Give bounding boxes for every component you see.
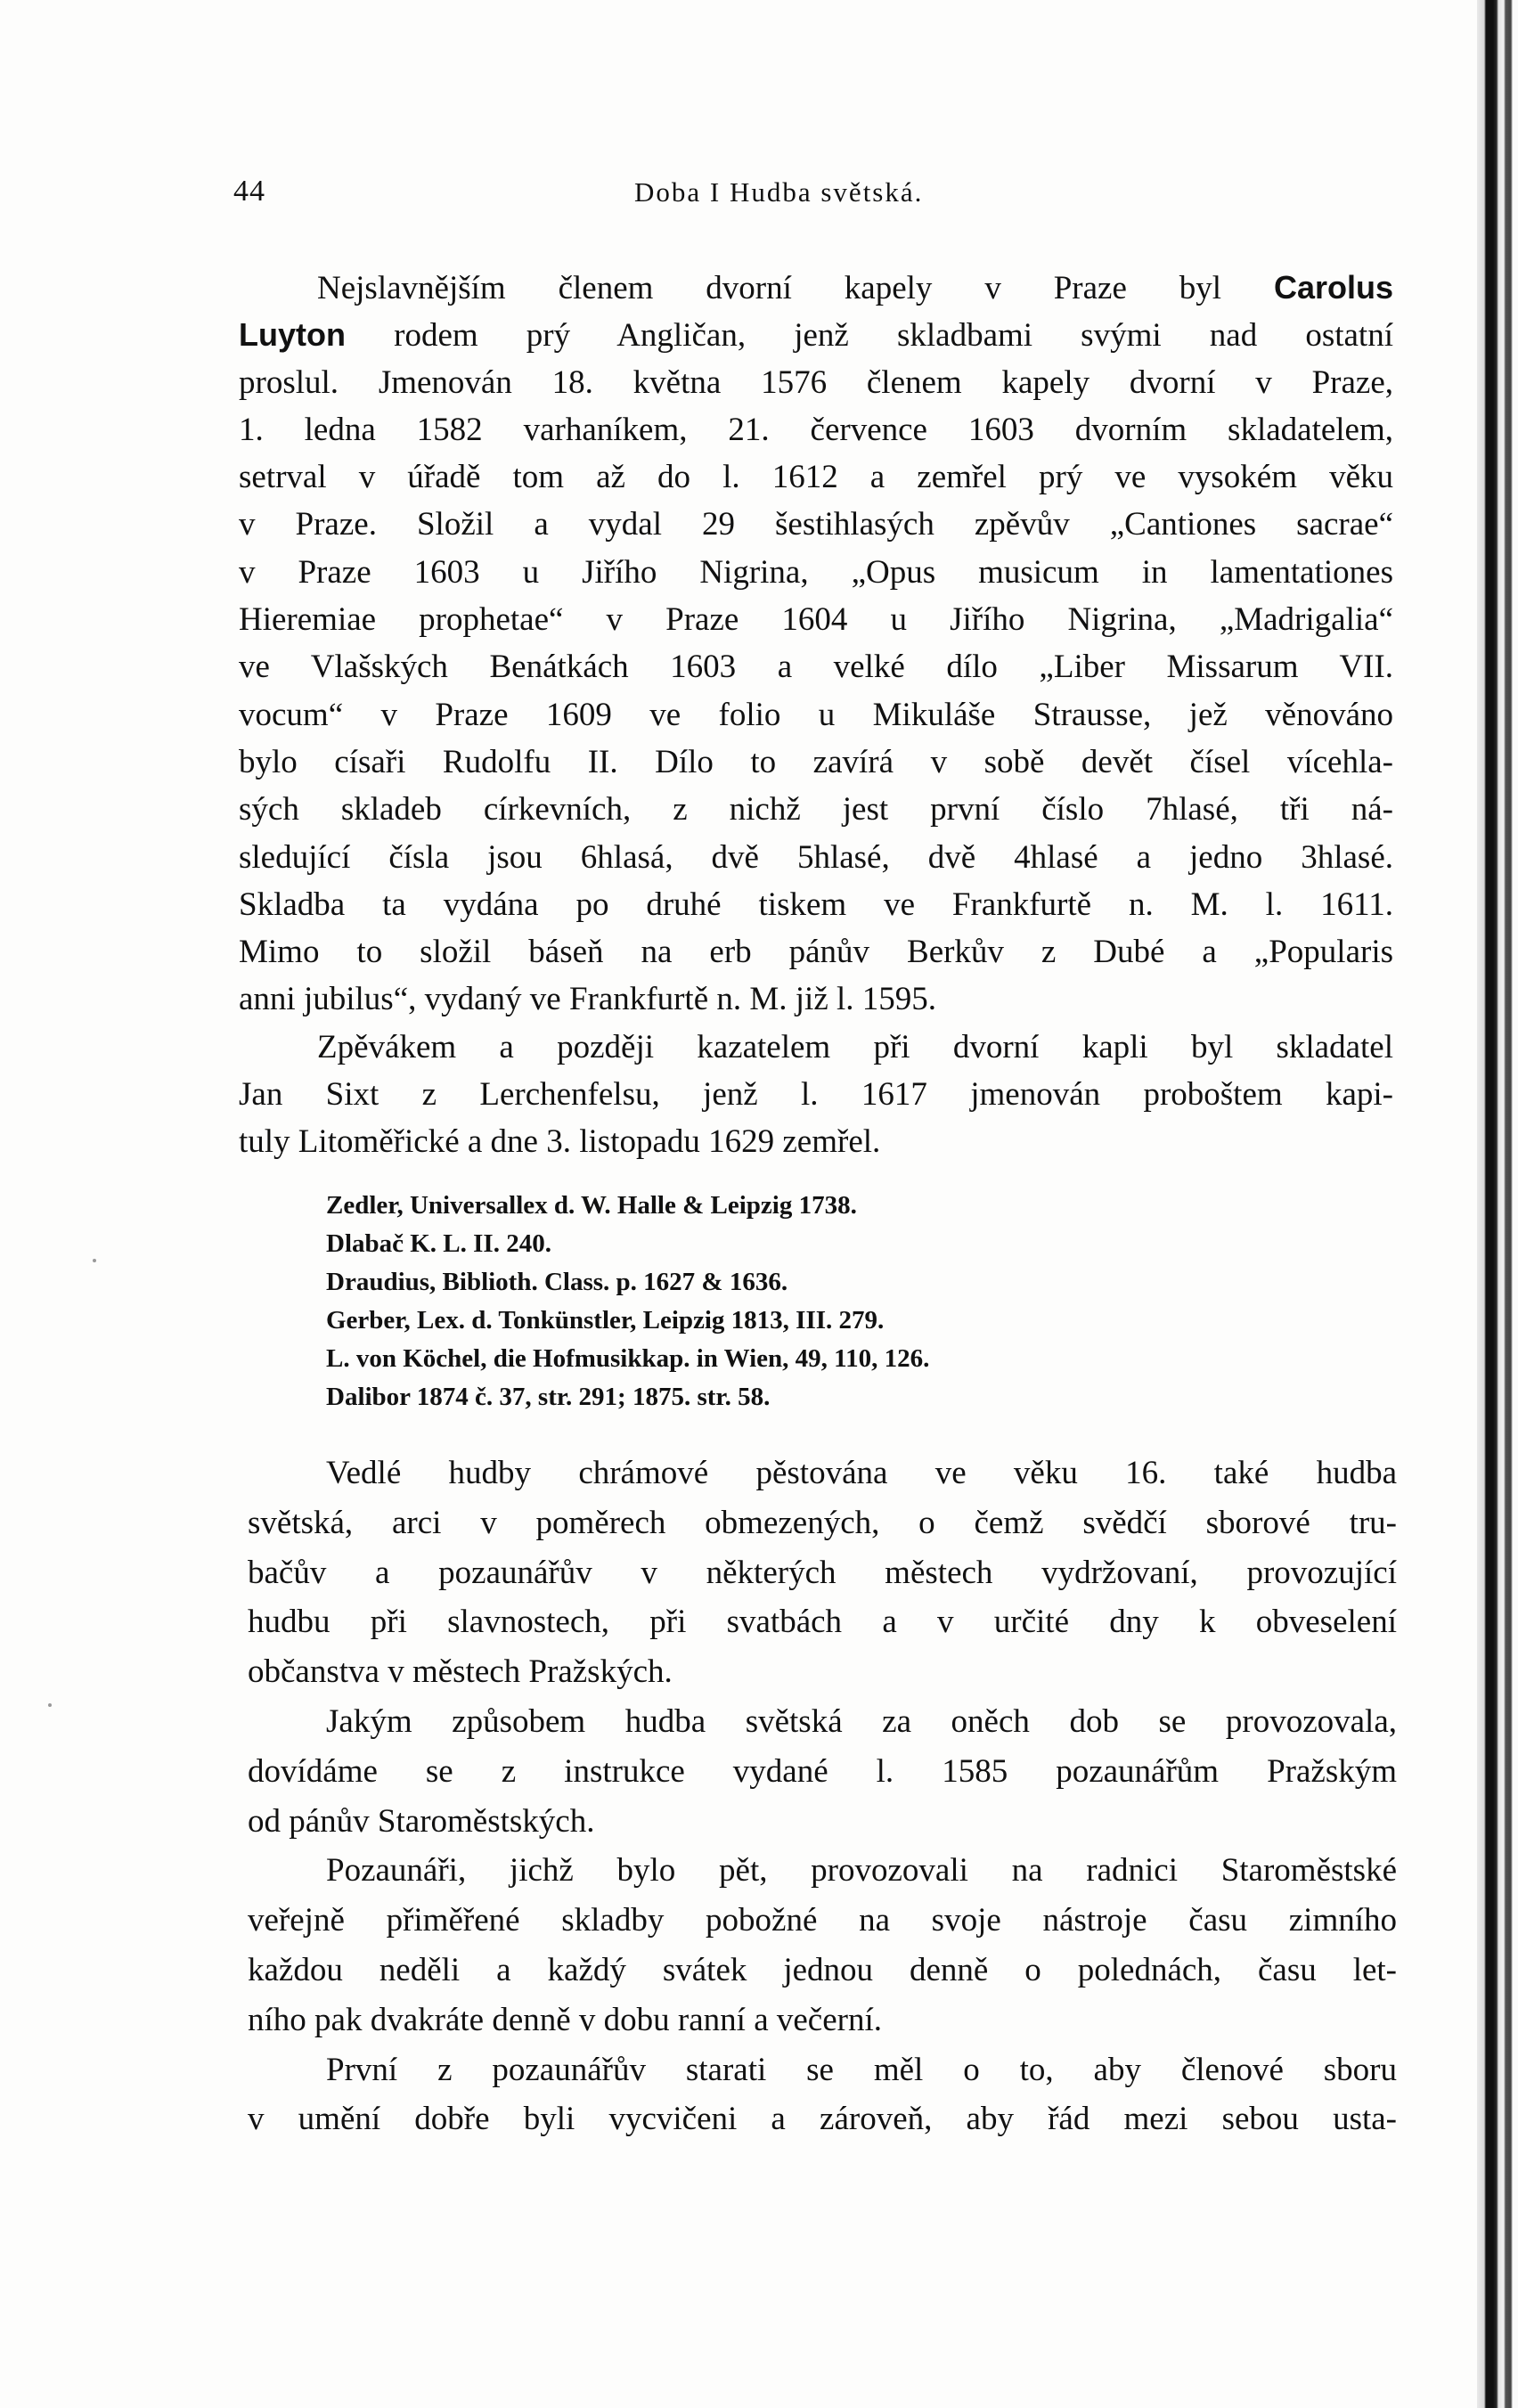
reference-item: Dalibor 1874 č. 37, str. 291; 1875. str. 58. (326, 1383, 771, 1411)
text-line: Jakým způsobem hudba světská za oněch dob se provozovala, (326, 1702, 1397, 1740)
text-line: proslul. Jmenován 18. května 1576 členem kapely dvorní v Praze, (239, 363, 1393, 401)
references-list (326, 1187, 1217, 1416)
text-line: anni jubilus“, vydaný ve Frankfurtě n. M. již l. 1595. (239, 981, 937, 1018)
text-line: bačův a pozaunářův v některých městech vydržovaní, provozující (248, 1554, 1397, 1591)
text-line: dovídáme se z instrukce vydané l. 1585 pozaunářům Pražským (248, 1752, 1397, 1790)
text-line: Vedlé hudby chrámové pěstována ve věku 16. také hudba (326, 1455, 1397, 1491)
text-line: Zpěvákem a později kazatelem při dvorní kapli byl skladatel (317, 1028, 1393, 1065)
text-line: vocum“ v Praze 1609 ve folio u Mikuláše Strausse, jež věnováno (239, 696, 1393, 733)
reference-item: Zedler, Universallex d. W. Halle & Leipzig 1738. (326, 1191, 857, 1220)
reference-item: L. von Köchel, die Hofmusikkap. in Wien, 49, 110, 126. (326, 1344, 930, 1373)
text-line: v Praze. Složil a vydal 29 šestihlasých zpěvův „Cantiones sacrae“ (239, 506, 1393, 543)
text-line: První z pozaunářův starati se měl o to, aby členové sboru (326, 2051, 1397, 2088)
text-line: od pánův Staroměstských. (248, 1802, 595, 1840)
text-line: sledující čísla jsou 6hlasá, dvě 5hlasé, dvě 4hlasé a jedno 3hlasé. (239, 838, 1393, 876)
scan-speck (93, 1259, 96, 1262)
text-line: občanstva v městech Pražských. (248, 1653, 673, 1691)
text-line: Pozaunáři, jichž bylo pět, provozovali na radnici Staroměstské (326, 1852, 1397, 1890)
text-line: Mimo to složil báseň na erb pánův Berkův z Dubé a „Popularis (239, 934, 1393, 971)
text-line: Hieremiae prophetae“ v Praze 1604 u Jiřího Nigrina, „Madrigalia“ (239, 601, 1393, 639)
page-edge-border (1477, 0, 1518, 2408)
text-line: Luyton rodem prý Angličan, jenž skladbami svými nad ostatní (239, 316, 1393, 355)
text-line: veřejně přiměřené skladby pobožné na svoje nástroje času zimního (248, 1902, 1397, 1939)
text-line: setrval v úřadě tom až do l. 1612 a zemřel prý ve vysokém věku (239, 459, 1393, 496)
text-line: hudbu při slavnostech, při svatbách a v určité dny k obveselení (248, 1604, 1397, 1641)
reference-item: Draudius, Biblioth. Class. p. 1627 & 1636. (326, 1268, 788, 1296)
page-number: 44 (233, 175, 265, 208)
text-line: bylo císaři Rudolfu II. Dílo to zavírá v sobě devět čísel vícehla- (239, 743, 1393, 780)
text-line: Jan Sixt z Lerchenfelsu, jenž l. 1617 jmenován proboštem kapi- (239, 1076, 1393, 1114)
text-line: světská, arci v poměrech obmezených, o čemž svědčí sborové tru- (248, 1504, 1397, 1541)
text-line: Skladba ta vydána po druhé tiskem ve Frankfurtě n. M. l. 1611. (239, 886, 1393, 923)
text-line: sých skladeb církevních, z nichž jest první číslo 7hlasé, tři ná- (239, 791, 1393, 829)
main-text-upper (239, 264, 1393, 1166)
running-head: Doba I Hudba světská. (634, 176, 924, 208)
reference-item: Gerber, Lex. d. Tonkünstler, Leipzig 1813, III. 279. (326, 1306, 885, 1335)
text-line: každou neděli a každý svátek jednou denně o polednách, času let- (248, 1951, 1397, 1988)
composer-name-second: Luyton (239, 316, 346, 354)
text-line: tuly Litoměřické a dne 3. listopadu 1629 zemřel. (239, 1123, 881, 1161)
text-line: 1. ledna 1582 varhaníkem, 21. července 1603 dvorním skladatelem, (239, 411, 1393, 448)
composer-name-first: Carolus (1273, 269, 1393, 306)
text-line: ního pak dvakráte denně v dobu ranní a večerní. (248, 2001, 882, 2038)
text-line: ve Vlašských Benátkách 1603 a velké dílo „Liber Missarum VII. (239, 649, 1393, 686)
reference-item: Dlabač K. L. II. 240. (326, 1229, 551, 1258)
scan-speck (48, 1703, 52, 1707)
main-text-lower (248, 1449, 1397, 2144)
text-line: v umění dobře byli vycvičeni a zároveň, aby řád mezi sebou usta- (248, 2101, 1397, 2138)
text-line: v Praze 1603 u Jiřího Nigrina, „Opus musicum in lamentationes (239, 553, 1393, 591)
text-line: Nejslavnějším členem dvorní kapely v Praze byl Carolus (317, 269, 1393, 306)
